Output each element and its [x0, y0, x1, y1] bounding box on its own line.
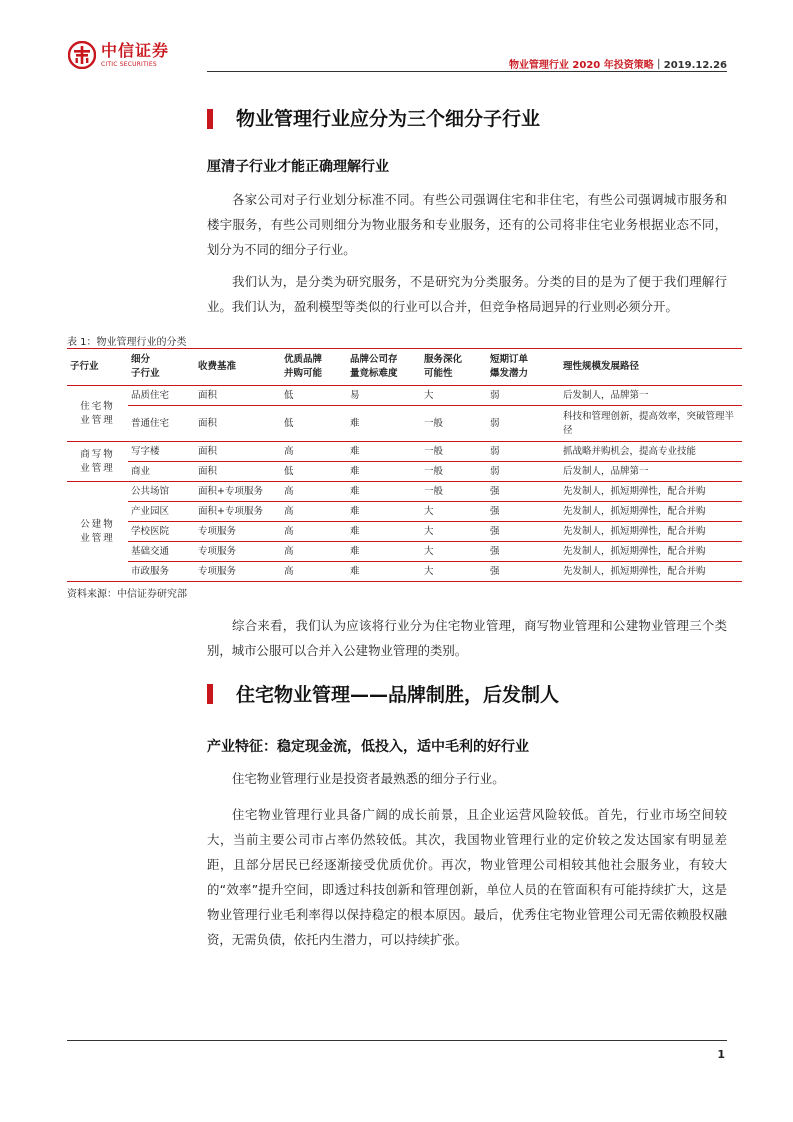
section2-paragraph-1: 住宅物业管理行业是投资者最熟悉的细分子行业。	[232, 771, 505, 786]
logo-english: CITIC SECURITIES	[101, 60, 157, 68]
table-cell: 易	[347, 386, 421, 406]
table-cell: 产业园区	[128, 502, 195, 522]
table-cell: 难	[347, 482, 421, 502]
section2-paragraph-2: 住宅物业管理行业具备广阔的成长前景，且企业运营风险较低。首先，行业市场空间较大，当前主要公司市占率仍然较低。其次，我国物业管理行业的定价较之发达国家有明显差距，且部分居民已经逐渐接受优质优价。再次，物业管理公司相较其他社会服务业，有较大的“效率”提升空间，即透过科技创新和管理创新，单位人员的在管面积有可能持续扩大，这是物业管理行业毛利率得以保持稳定的根本原因。最后，优秀住宅物业管理公司无需依赖股权融资，无需负债，依托内生潜力，可以持续扩张。	[207, 807, 727, 947]
table-cell: 先发制人，抓短期弹性，配合并购	[560, 482, 742, 502]
table-cell: 高	[281, 522, 347, 542]
report-date: ｜2019.12.26	[653, 60, 727, 71]
table-cell: 高	[281, 442, 347, 462]
table-row	[67, 562, 742, 582]
logo-chinese: 中信证券	[101, 40, 170, 60]
table-cell: 面积+专项服务	[195, 502, 281, 522]
table-group-cell: 住宅物 业管理	[67, 386, 128, 442]
table-cell: 一般	[421, 406, 487, 442]
table-row	[67, 502, 742, 522]
table-cell: 先发制人，抓短期弹性，配合并购	[560, 562, 742, 582]
table-cell: 大	[421, 386, 487, 406]
table-group-cell: 商写物 业管理	[67, 442, 128, 482]
table-cell: 弱	[487, 462, 560, 482]
table-cell: 一般	[421, 482, 487, 502]
table-cell: 强	[487, 562, 560, 582]
table-cell: 后发制人，品牌第一	[560, 386, 742, 406]
section-marker	[207, 684, 213, 704]
table-cell: 大	[421, 502, 487, 522]
table-row	[67, 442, 742, 462]
table-cell: 抓战略并购机会，提高专业技能	[560, 442, 742, 462]
table-source: 资料来源：中信证券研究部	[67, 589, 187, 600]
table-header: 子行业	[67, 349, 128, 386]
section2-subtitle: 产业特征：稳定现金流，低投入，适中毛利的好行业	[207, 739, 529, 755]
table-cell: 难	[347, 542, 421, 562]
table-cell: 普通住宅	[128, 406, 195, 442]
table-cell: 学校医院	[128, 522, 195, 542]
table-cell: 面积+专项服务	[195, 482, 281, 502]
section1-paragraph-1: 各家公司对子行业划分标准不同。有些公司强调住宅和非住宅，有些公司强调城市服务和楼宇服务，有些公司则细分为物业服务和专业服务，还有的公司将非住宅业务根据业态不同，划分为不同的细分子行业。	[207, 192, 727, 257]
table-cell: 强	[487, 482, 560, 502]
table-cell: 强	[487, 502, 560, 522]
table-cell: 面积	[195, 462, 281, 482]
table-cell: 弱	[487, 442, 560, 462]
table-cell: 公共场馆	[128, 482, 195, 502]
section2-title: 住宅物业管理——品牌制胜，后发制人	[236, 684, 560, 706]
table-cell: 一般	[421, 462, 487, 482]
table-cell: 基础交通	[128, 542, 195, 562]
table-header: 细分 子行业	[128, 349, 195, 386]
table-cell: 专项服务	[195, 522, 281, 542]
table-cell: 面积	[195, 406, 281, 442]
table-cell: 高	[281, 502, 347, 522]
table-cell: 难	[347, 502, 421, 522]
table-cell: 弱	[487, 406, 560, 442]
table-cell: 品质住宅	[128, 386, 195, 406]
section1-title: 物业管理行业应分为三个细分子行业	[236, 108, 541, 130]
table-cell: 面积	[195, 386, 281, 406]
table-cell: 难	[347, 406, 421, 442]
table-cell: 一般	[421, 442, 487, 462]
table-row	[67, 386, 742, 406]
table-cell: 高	[281, 562, 347, 582]
table-cell: 专项服务	[195, 562, 281, 582]
table-header: 优质品牌 并购可能	[281, 349, 347, 386]
table-row	[67, 482, 742, 502]
table-cell: 科技和管理创新，提高效率，突破管理半径	[560, 406, 742, 442]
table-cell: 低	[281, 462, 347, 482]
citic-logo-icon	[68, 41, 96, 69]
table-header: 理性规模发展路径	[560, 349, 742, 386]
table-cell: 专项服务	[195, 542, 281, 562]
table-cell: 商业	[128, 462, 195, 482]
section1-paragraph-2: 我们认为，是分类为研究服务，不是研究为分类服务。分类的目的是为了便于我们理解行业。我们认为，盈利模型等类似的行业可以合并，但竞争格局迥异的行业则必须分开。	[207, 274, 727, 314]
table-row	[67, 542, 742, 562]
table-header: 品牌公司存 量竞标难度	[347, 349, 421, 386]
table-cell: 难	[347, 562, 421, 582]
table-row	[67, 462, 742, 482]
table-cell: 难	[347, 462, 421, 482]
table-cell: 高	[281, 482, 347, 502]
table-group-cell: 公建物 业管理	[67, 482, 128, 582]
table-header: 短期订单 爆发潜力	[487, 349, 560, 386]
table-cell: 后发制人，品牌第一	[560, 462, 742, 482]
table-cell: 高	[281, 542, 347, 562]
summary-paragraph: 综合来看，我们认为应该将行业分为住宅物业管理，商写物业管理和公建物业管理三个类别，城市公服可以合并入公建物业管理的类别。	[207, 618, 727, 658]
table-cell: 强	[487, 522, 560, 542]
footer-divider	[67, 1040, 727, 1041]
classification-table	[67, 348, 742, 582]
table-cell: 先发制人，抓短期弹性，配合并购	[560, 542, 742, 562]
table-cell: 低	[281, 406, 347, 442]
section1-subtitle: 厘清子行业才能正确理解行业	[207, 159, 389, 175]
table-cell: 大	[421, 562, 487, 582]
table-cell: 市政服务	[128, 562, 195, 582]
table-cell: 写字楼	[128, 442, 195, 462]
table-cell: 难	[347, 522, 421, 542]
table-cell: 先发制人，抓短期弹性，配合并购	[560, 502, 742, 522]
table-cell: 大	[421, 542, 487, 562]
company-logo	[68, 41, 169, 69]
table-caption: 表 1：物业管理行业的分类	[67, 337, 187, 348]
header-divider	[207, 71, 727, 72]
table-cell: 面积	[195, 442, 281, 462]
section-marker	[207, 109, 213, 129]
report-header	[509, 56, 727, 71]
table-body	[67, 386, 742, 582]
table-row	[67, 406, 742, 442]
page-number: 1	[717, 1048, 725, 1061]
report-title: 物业管理行业 2020 年投资策略	[508, 60, 654, 71]
table-header: 收费基准	[195, 349, 281, 386]
table-row	[67, 522, 742, 542]
table-cell: 低	[281, 386, 347, 406]
table-cell: 大	[421, 522, 487, 542]
table-cell: 难	[347, 442, 421, 462]
table-cell: 先发制人，抓短期弹性，配合并购	[560, 522, 742, 542]
table-cell: 强	[487, 542, 560, 562]
table-cell: 弱	[487, 386, 560, 406]
table-header-row	[67, 349, 742, 386]
table-header: 服务深化 可能性	[421, 349, 487, 386]
